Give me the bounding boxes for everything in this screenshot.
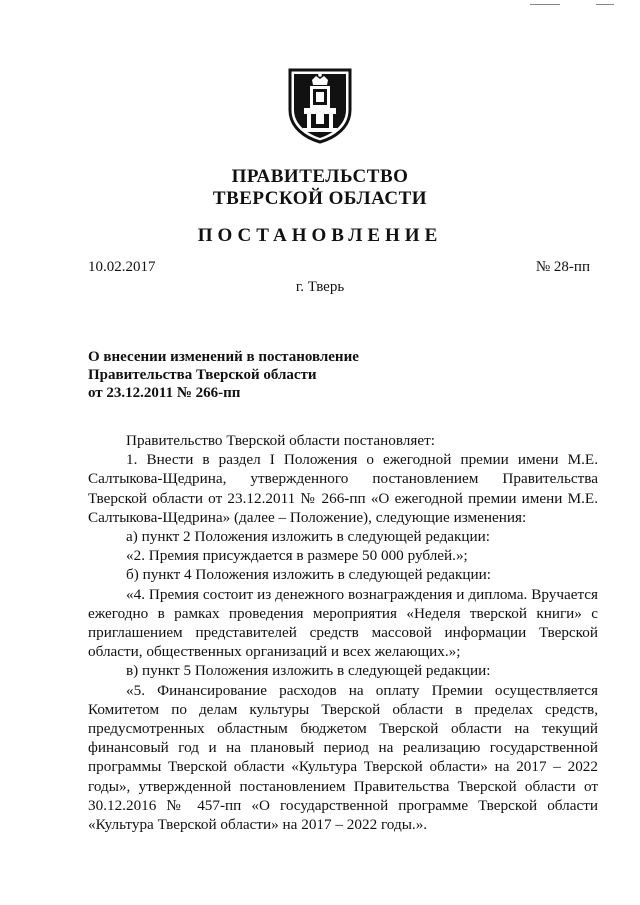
- paragraph: в) пункт 5 Положения изложить в следующей редакции:: [126, 662, 491, 680]
- scan-artifact: [596, 4, 614, 5]
- paragraph: «4. Премия состоит из денежного вознаграждения и диплома. Вручается ежегодно в рамках проведения мероприятия «Неделя тверской книги» с приглашением представителей средств массовой информации Тверской области, общественных организаций и всех желающих.»;: [88, 585, 598, 661]
- document-city: г. Тверь: [295, 279, 345, 295]
- paragraph: б) пункт 4 Положения изложить в следующей редакции:: [126, 566, 492, 584]
- government-name-line2: ТВЕРСКОЙ ОБЛАСТИ: [212, 188, 428, 209]
- scan-artifact: [530, 4, 560, 5]
- document-date: 10.02.2017: [88, 259, 156, 275]
- paragraph: а) пункт 2 Положения изложить в следующей редакции:: [126, 528, 491, 546]
- government-name-line1: ПРАВИТЕЛЬСТВО: [231, 166, 409, 187]
- title-line: Правительства Тверской области: [88, 367, 317, 383]
- paragraph: «2. Премия присуждается в размере 50 000 рублей.»;: [126, 547, 468, 565]
- title-line: О внесении изменений в постановление: [88, 349, 359, 365]
- document-number: № 28-пп: [535, 259, 590, 275]
- document-type: ПОСТАНОВЛЕНИЕ: [197, 225, 443, 246]
- paragraph: 1. Внести в раздел I Положения о ежегодной премии имени М.Е. Салтыкова-Щедрина, утвержденного постановлением Правительства Тверской области от 23.12.2011 № 266-пп «О ежегодной премии имени М.Е. Салтыкова-Щедрина» (далее – Положение), следующие изменения:: [88, 451, 598, 526]
- tver-coat-of-arms-icon: [286, 66, 354, 144]
- paragraph: «5. Финансирование расходов на оплату Премии осуществляется Комитетом по делам культуры Тверской области в пределах средств, предусмотренных областным бюджетом Тверской области на текущий финансовый год и на плановый период на реализацию государственной программы Тверской области «Культура Тверской области» на 2017 – 2022 годы», утвержденной постановлением Правительства Тверской области от 30.12.2016 № 457-пп «О государственной программе Тверской области «Культура Тверской области» на 2017 – 2022 годы.».: [88, 681, 598, 834]
- document-title: [88, 348, 359, 402]
- paragraph: Правительство Тверской области постановляет:: [126, 432, 435, 449]
- document-body: [88, 431, 598, 834]
- title-line: от 23.12.2011 № 266-пп: [88, 385, 241, 401]
